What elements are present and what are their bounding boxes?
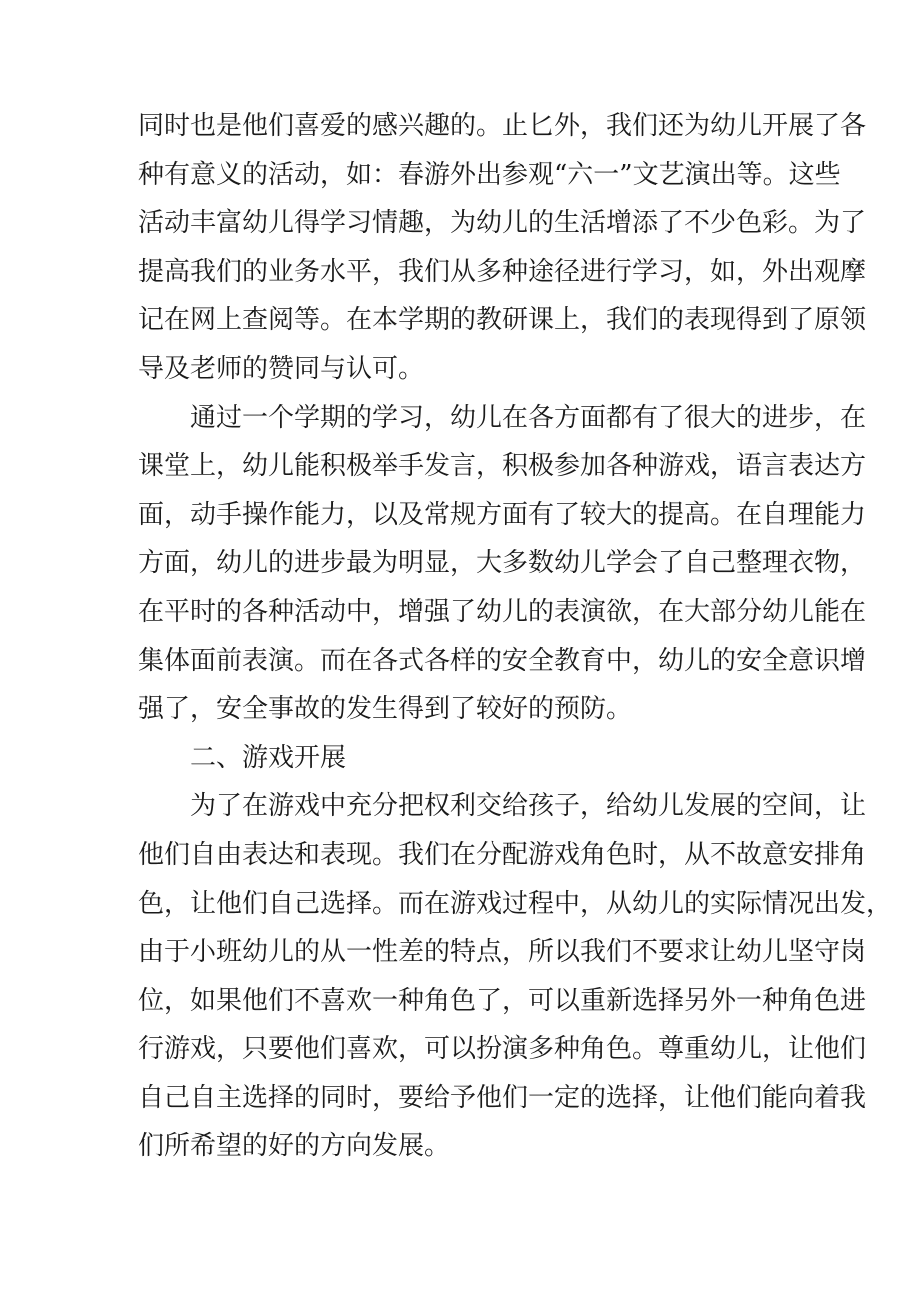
text-line: 通过一个学期的学习，幼儿在各方面都有了很大的进步，在 [190, 402, 867, 433]
text-line: 记在网上查阅等。在本学期的教研课上，我们的表现得到了原领 [138, 305, 867, 336]
text-line: 为了在游戏中充分把权利交给孩子，给幼儿发展的空间，让 [190, 791, 867, 822]
text-line: 位，如果他们不喜欢一种角色了，可以重新选择另外一种角色进 [138, 985, 867, 1016]
paragraph-2 [138, 394, 867, 734]
paragraph-3 [138, 782, 893, 1171]
text-line: 色，让他们自己选择。而在游戏过程中，从幼儿的实际情况出发， [138, 888, 893, 919]
section-heading: 二、游戏开展 [190, 742, 347, 773]
text-line: 活动丰富幼儿得学习情趣，为幼儿的生活增添了不少色彩。为了 [138, 208, 867, 239]
text-line: 导及老师的赞同与认可。 [138, 353, 425, 384]
text-line: 集体面前表演。而在各式各样的安全教育中，幼儿的安全意识增 [138, 645, 867, 676]
document-body [138, 102, 893, 1171]
paragraph-1 [138, 102, 867, 394]
text-line: 方面，幼儿的进步最为明显，大多数幼儿学会了自己整理衣物， [138, 548, 867, 579]
text-line: 种有意义的活动，如：春游外出参观“六一”文艺演出等。这些 [138, 159, 841, 190]
text-line: 们所希望的好的方向发展。 [138, 1131, 451, 1162]
text-line: 面，动手操作能力，以及常规方面有了较大的提高。在自理能力 [138, 499, 867, 530]
text-line: 强了，安全事故的发生得到了较好的预防。 [138, 694, 633, 725]
text-line: 课堂上，幼儿能积极举手发言，积极参加各种游戏，语言表达方 [138, 451, 867, 482]
text-line: 在平时的各种活动中，增强了幼儿的表演欲，在大部分幼儿能在 [138, 596, 867, 627]
text-line: 同时也是他们喜爱的感兴趣的。止匕外，我们还为幼儿开展了各 [138, 111, 867, 141]
text-line: 行游戏，只要他们喜欢，可以扮演多种角色。尊重幼儿，让他们 [138, 1034, 867, 1065]
section-heading-game-development [138, 734, 798, 783]
text-line: 由于小班幼儿的从一性差的特点，所以我们不要求让幼儿坚守岗 [138, 937, 867, 968]
text-line: 自己自主选择的同时，要给予他们一定的选择，让他们能向着我 [138, 1082, 867, 1113]
text-line: 提高我们的业务水平，我们从多种途径进行学习，如，外出观摩 [138, 256, 867, 287]
text-line: 他们自由表达和表现。我们在分配游戏角色时，从不故意安排角 [138, 839, 867, 870]
